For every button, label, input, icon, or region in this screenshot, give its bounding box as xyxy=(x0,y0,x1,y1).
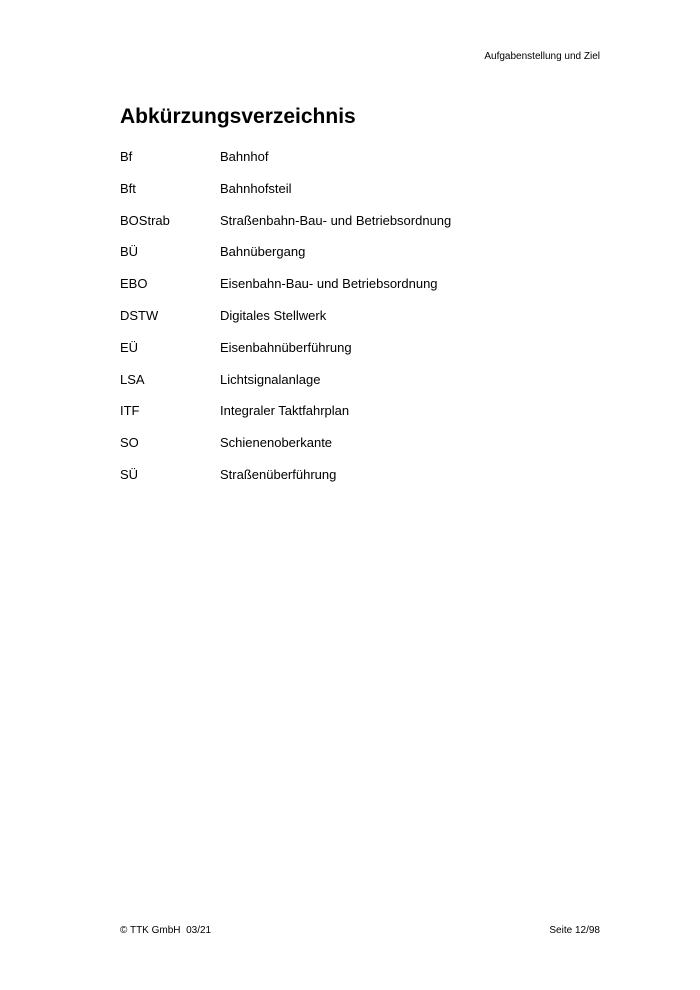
list-item xyxy=(120,149,580,181)
abbreviation-term: Bft xyxy=(120,180,136,196)
abbreviation-definition: Eisenbahnüberführung xyxy=(220,339,352,355)
abbreviation-definition: Eisenbahn-Bau- und Betriebsordnung xyxy=(220,276,438,292)
list-item xyxy=(120,372,580,404)
abbreviation-definition: Bahnübergang xyxy=(220,244,306,260)
list-item xyxy=(120,308,580,340)
list-item xyxy=(120,340,580,372)
abbreviation-definition: Integraler Taktfahrplan xyxy=(220,403,350,419)
abbreviation-definition: Bahnhofsteil xyxy=(220,180,292,196)
abbreviation-term: ITF xyxy=(120,403,140,419)
abbreviation-definition: Lichtsignalanlage xyxy=(220,371,321,387)
abbreviation-term: EÜ xyxy=(120,339,139,355)
footer-copyright: © TTK GmbH 03/21 xyxy=(120,925,212,936)
abbreviation-term: BÜ xyxy=(120,244,139,260)
list-item xyxy=(120,244,580,276)
list-item xyxy=(120,435,580,467)
abbreviation-term: LSA xyxy=(120,371,145,387)
footer-page-number: Seite 12/98 xyxy=(549,925,600,936)
abbreviation-term: EBO xyxy=(120,276,148,292)
list-item xyxy=(120,181,580,213)
abbreviation-definition: Straßenbahn-Bau- und Betriebsordnung xyxy=(220,212,452,228)
abbreviation-term: SO xyxy=(120,435,139,451)
list-item xyxy=(120,213,580,245)
abbreviation-definition: Digitales Stellwerk xyxy=(220,307,327,323)
abbreviation-term: BOStrab xyxy=(120,212,170,228)
abbreviation-definition: Straßenüberführung xyxy=(220,466,337,482)
abbreviation-term: Bf xyxy=(120,149,133,164)
page-title: Abkürzungsverzeichnis xyxy=(120,105,356,128)
running-header: Aufgabenstellung und Ziel xyxy=(484,51,600,62)
abbreviation-term: SÜ xyxy=(120,466,139,482)
abbreviation-definition: Bahnhof xyxy=(220,149,269,164)
list-item xyxy=(120,467,580,499)
list-item xyxy=(120,403,580,435)
abbreviation-definition: Schienenoberkante xyxy=(220,435,333,451)
list-item xyxy=(120,276,580,308)
abbreviation-term: DSTW xyxy=(120,307,159,323)
abbreviation-list xyxy=(120,149,580,499)
